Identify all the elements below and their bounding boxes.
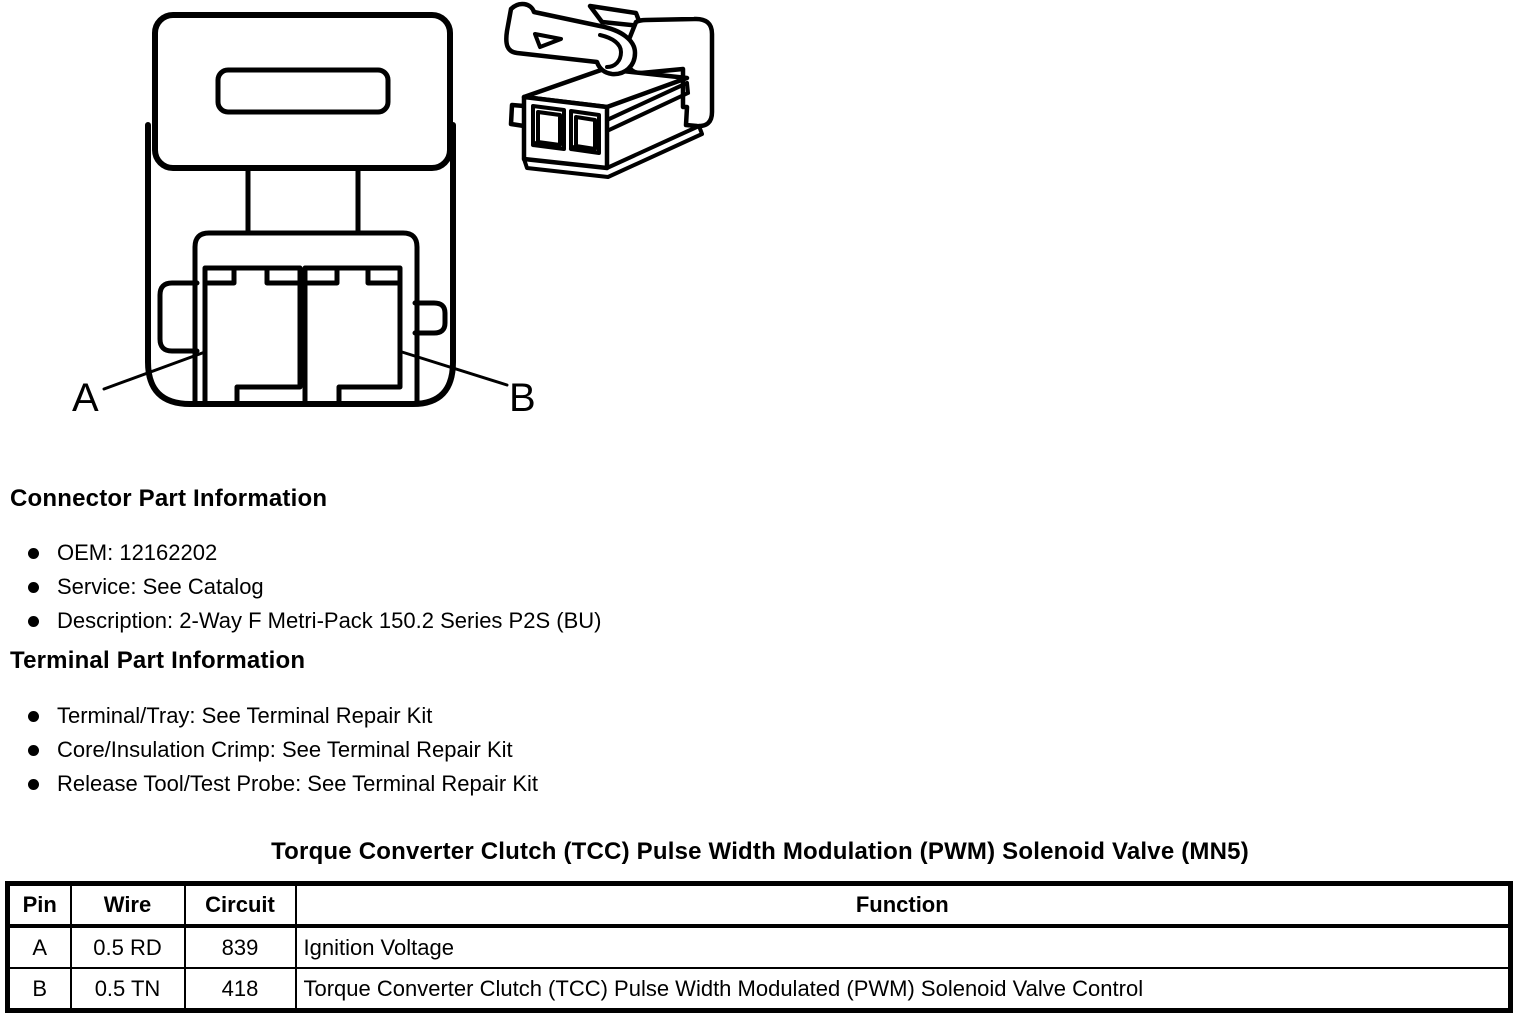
circuit-cell: 418	[185, 968, 296, 1011]
column-header-pin: Pin	[8, 884, 71, 927]
bullet-icon	[28, 582, 39, 593]
pinout-table	[5, 881, 1513, 1013]
list-item-text: Release Tool/Test Probe: See Terminal Repair Kit	[57, 771, 538, 796]
list-item-text: OEM: 12162202	[57, 540, 218, 565]
column-header-circuit: Circuit	[185, 884, 296, 927]
list-item	[28, 609, 601, 633]
column-header-function: Function	[296, 884, 1511, 927]
bullet-icon	[28, 711, 39, 722]
list-item-text: Core/Insulation Crimp: See Terminal Repair Kit	[57, 737, 513, 762]
table-header-row	[8, 884, 1511, 927]
table-row	[8, 926, 1511, 968]
connector-diagrams	[0, 0, 1520, 432]
pin-b-label: B	[509, 376, 536, 420]
bullet-icon	[28, 616, 39, 627]
function-cell: Ignition Voltage	[296, 926, 1511, 968]
list-item	[28, 738, 538, 762]
column-header-wire: Wire	[71, 884, 185, 927]
left-lock-bump	[160, 283, 197, 351]
wire-cell: 0.5 TN	[71, 968, 185, 1011]
table-row	[8, 968, 1511, 1011]
terminal-part-information-heading: Terminal Part Information	[10, 647, 306, 674]
neck-lines	[248, 168, 358, 233]
connector-part-information-list	[28, 541, 601, 643]
lock-slot	[218, 70, 388, 112]
cavity-a	[205, 268, 300, 404]
list-item	[28, 704, 538, 728]
list-item	[28, 541, 601, 565]
list-item-text: Service: See Catalog	[57, 574, 264, 599]
list-item	[28, 575, 601, 599]
list-item	[28, 772, 538, 796]
function-cell: Torque Converter Clutch (TCC) Pulse Width Modulated (PWM) Solenoid Valve Control	[296, 968, 1511, 1011]
wire-cell: 0.5 RD	[71, 926, 185, 968]
pin-a-label: A	[72, 376, 99, 420]
cavity-b	[305, 268, 400, 404]
connector-3d-view	[506, 4, 712, 177]
terminal-part-information-list	[28, 704, 538, 806]
pinout-table-title: Torque Converter Clutch (TCC) Pulse Width Modulation (PWM) Solenoid Valve (MN5)	[271, 838, 1249, 865]
bullet-icon	[28, 548, 39, 559]
circuit-cell: 839	[185, 926, 296, 968]
bullet-icon	[28, 745, 39, 756]
pin-cell: B	[8, 968, 71, 1011]
list-item-text: Description: 2-Way F Metri-Pack 150.2 Series P2S (BU)	[57, 608, 602, 633]
list-item-text: Terminal/Tray: See Terminal Repair Kit	[57, 703, 433, 728]
bullet-icon	[28, 779, 39, 790]
connector-part-information-heading: Connector Part Information	[10, 485, 328, 512]
pin-cell: A	[8, 926, 71, 968]
connector-front-view	[72, 15, 536, 420]
